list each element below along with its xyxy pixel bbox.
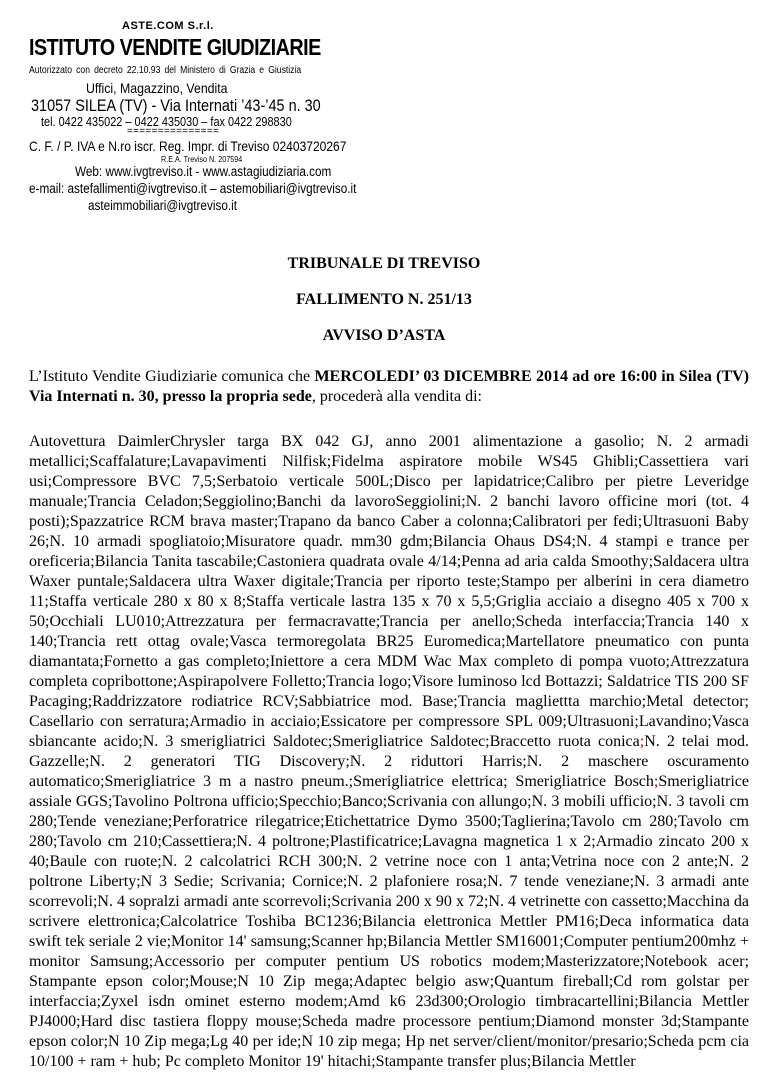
email-line: e-mail: astefallimenti@ivgtreviso.it – astemobiliari@ivgtreviso.it [29, 181, 357, 196]
offices-line: Uffici, Magazzino, Vendita [86, 80, 228, 96]
notice-title: AVVISO D’ASTA [322, 327, 446, 344]
case-title: FALLIMENTO N. 251/13 [296, 291, 472, 308]
court-title: TRIBUNALE DI TREVISO [287, 255, 481, 272]
items-text-2: N. 2 telai mod. Gazzelle;N. 2 generatori TIG Discovery;N. 2 riduttori Harris;N. 2 maschere oscuramento automatico;Smerigliatrice 3 m a nastro pneum.;Smerigliatrice elettrica; Smerigliatrice Bosch [29, 733, 749, 790]
address-line: 31057 SILEA (TV) - Via Internati ’43-’45 n. 30 [31, 96, 321, 115]
items-red-mark-1: ; [639, 733, 645, 750]
web-line: Web: www.ivgtreviso.it - www.astagiudiziaria.com [75, 164, 332, 179]
items-text-1: Autovettura DaimlerChrysler targa BX 042 GJ, anno 2001 alimentazione a gasolio; N. 2 armadi metallici;Scaffalature;Lavapavimenti Nilfisk;Fidelma aspiratore mobile WS45 Ghibli;Cassettiera vari usi;Compressore BVC 7,5;Serbatoio verticale 500L;Disco per lapidatrice;Calibro per pietre Leveridge manuale;Trancia Celadon;Seggiolino;Banchi da lavoroSeggiolini;N. 2 banchi lavoro officine mori (tot. 4 posti);Spazzatrice RCM brava master;Trapano da banco Caber a colonna;Calibratori per fedi;Ultrasuoni Baby 26;N. 10 armadi spogliatoio;Misuratore quadr. mm30 gdm;Bilancia Ohaus DS4;N. 4 stampi e trance per oreficeria;Bilancia Tanita tascabile;Castoniera quadrata ovale 4/14;Penna ad aria calda Smoothy;Saldacera ultra Waxer puntale;Saldacera ultra Waxer digitale;Trancia per riporto teste;Stampo per alberini in cera diametro 11;Staffa verticale 280 x 80 x 8;Staffa verticale lastra 135 x 70 x 5,5;Griglia acciaio a disegno 405 x 700 x 50;Occhiali LU010;Attrezzatura per fermacravatte;Trancia per anello;Scheda interfaccia;Trancia 140 x 140;Trancia rett ottag ovale;Vasca termoregolata BR25 Euromedica;Martellatore pneumatico con punta diamantata;Fornetto a gas completo;Iniettore a cera MDM Wac Max completo di pompa vuoto;Attrezzatura completa copribottone;Aspirapolvere Folletto;Trancia logo;Visore luminoso lcd Bottazzi; Saldatrice TIS 200 SF Pacaging;Raddrizzatore rodiatrice RCV;Sabbiatrice mod. Base;Trancia magliettta marchio;Metal detector; Casellario con serratura;Armadio in acciaio;Essicatore per compressore SPL 009;Ultrasuoni;Lavandino;Vasca sbiancante acido;N. 3 smerigliatrici Saldotec;Smerigliatrice Saldotec;Braccetto ruota conica [29, 433, 749, 750]
authorization-line: Autorizzato con decreto 22.10.93 del Ministero di Grazia e Giustizia [29, 65, 302, 76]
intro-suffix: , procederà alla vendita di: [311, 388, 482, 405]
rea-line: R.E.A. Treviso N. 207594 [161, 155, 243, 164]
tax-line: C. F. / P. IVA e N.ro iscr. Reg. Impr. di Treviso 02403720267 [29, 138, 347, 154]
company-name: ASTE.COM S.r.l. [122, 20, 214, 32]
email-line-2: asteimmobiliari@ivgtreviso.it [88, 198, 237, 213]
items-paragraph [29, 432, 749, 1072]
items-red-mark-2: ; [653, 773, 659, 790]
items-text-3: Smerigliatrice assiale GGS;Tavolino Poltrona ufficio;Specchio;Banco;Scrivania con allungo;N. 3 mobili ufficio;N. 3 tavoli cm 280;Tende veneziane;Perforatrice rilegatrice;Etichettatrice Dymo 3500;Taglierina;Tavolo cm 280;Tavolo cm 280;Tavolo cm 210;Cassettiera;N. 4 poltrone;Plastificatrice;Lavagna magnetica 1 x 2;Armadio zincato 200 x 40;Baule con ruote;N. 2 calcolatrici RCH 300;N. 2 vetrine noce con 1 anta;Vetrina noce con 2 ante;N. 2 poltrone Liberty;N 3 Sedie; Scrivania; Cornice;N. 2 plafoniere rosa;N. 7 tende veneziane;N. 3 armadi ante scorrevoli;N. 4 sopralzi armadi ante scorrevoli;Scrivania 200 x 90 x 72;N. 4 vetrinette con cassetto;Macchina da scrivere elettronica;Calcolatrice Toshiba BC1236;Bilancia elettronica Mettler PM16;Deca informatica data swift tek seriale 2 vie;Monitor 14' samsung;Scanner hp;Bilancia Mettler SM16001;Computer pentium200mhz + monitor Samsung;Accessorio per computer pentium US robotics modem;Masterizzatore;Notebook acer; Stampante epson color;Mouse;N 10 Zip mega;Adaptec belgio asw;Quantum fireball;Cd rom golstar per interfaccia;Zyxel isdn ominet esterno modem;Amd k6 23d300;Orologio timbracartellini;Bilancia Mettler PJ4000;Hard disc tastiera floppy mouse;Scheda madre processore pentium;Diamond monster 3d;Stampante epson color;N 10 Zip mega;Lg 40 per ide;N 10 zip mega; Hp net server/client/monitor/presario;Scheda pcm cia 10/100 + ram + hub; Pc completo Monitor 19' hitachi;Stampante transfer plus;Bilancia Mettler [29, 773, 749, 1070]
intro-paragraph [29, 367, 749, 407]
intro-prefix: L’Istituto Vendite Giudiziarie comunica che [29, 368, 315, 385]
intro-date-location: MERCOLEDI’ 03 DICEMBRE 2014 ad ore 16:00 in Silea (TV) Via Internati n. 30, presso la propria sede [29, 368, 750, 405]
phones-line: tel. 0422 435022 – 0422 435030 – fax 0422 298830 [41, 114, 292, 129]
institute-name: ISTITUTO VENDITE GIUDIZIARIE [29, 34, 321, 60]
separator-line: =============== [127, 126, 220, 137]
